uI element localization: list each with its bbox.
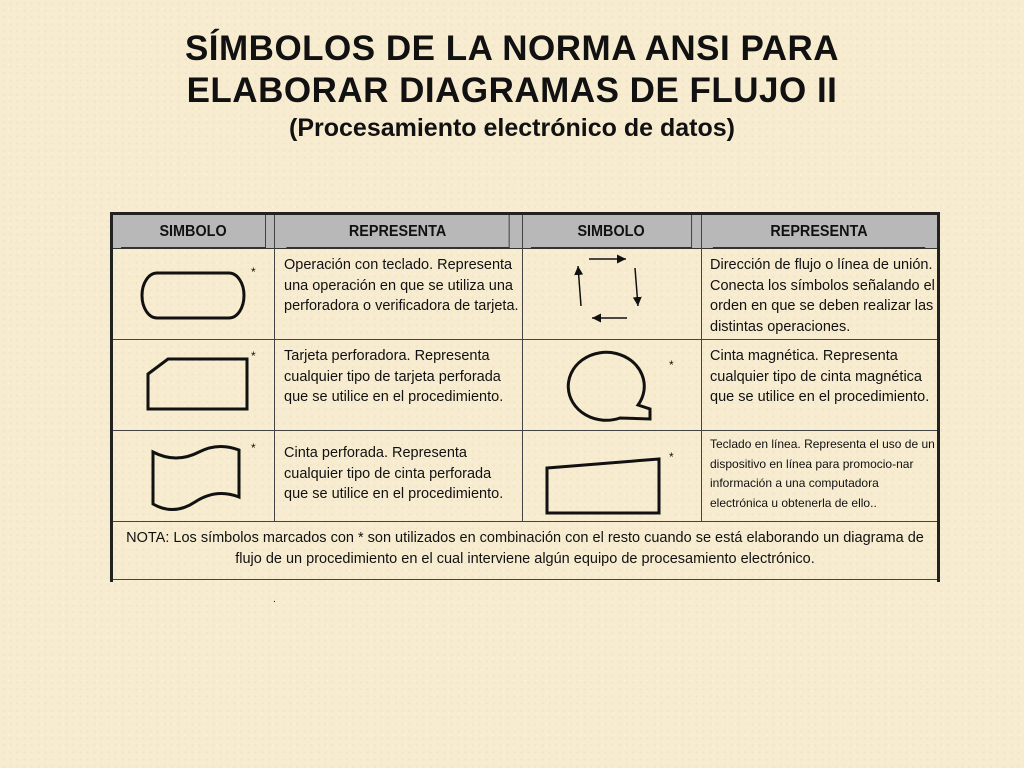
linea-flujo-icon [522, 248, 701, 339]
text-line: información a una computadora [710, 476, 879, 490]
header-simbolo-2: SIMBOLO [531, 215, 692, 248]
text-line: perforadora o verificadora de tarjeta. [284, 298, 519, 314]
text-line: orden en que se deben realizar las [710, 298, 934, 314]
asterisk-mark: * [251, 349, 256, 363]
text-line: Tarjeta perforadora. Representa [284, 348, 490, 364]
grid-line [274, 215, 275, 521]
note-line: NOTA: Los símbolos marcados con * son utilizados en combinación con el resto cuando se está elaborando un diagrama de [126, 530, 924, 546]
text-line: electrónica u obtenerla de ello.. [710, 495, 877, 510]
grid-line [701, 215, 702, 521]
text-line: Teclado en línea. Representa el uso de un [710, 437, 935, 451]
title-subtitle: (Procesamiento electrónico de datos) [289, 114, 735, 142]
header-representa-2: REPRESENTA [713, 215, 925, 248]
row2-left-description [284, 346, 503, 408]
slide-title [0, 28, 1024, 143]
grid-line [113, 579, 937, 580]
text-line: dispositivo en línea para promocio-nar [710, 456, 914, 471]
footer-mark: . [273, 594, 276, 605]
teclado-en-linea-icon [522, 430, 701, 521]
title-line-1: SÍMBOLOS DE LA NORMA ANSI PARA [184, 29, 840, 68]
text-line: Conecta los símbolos señalando el [710, 277, 935, 294]
row2-right-description [710, 346, 929, 408]
cinta-magnetica-icon [522, 339, 701, 430]
symbols-table [110, 212, 940, 582]
text-line: Cinta magnética. Representa [710, 348, 898, 364]
text-line: cualquier tipo de tarjeta perforada [284, 368, 501, 385]
text-line: Dirección de flujo o línea de unión. [710, 257, 933, 273]
grid-line [113, 521, 937, 522]
text-line: Cinta perforada. Representa [284, 445, 467, 461]
teclado-icon [113, 248, 274, 339]
row1-left-description [284, 255, 519, 317]
text-line: que se utilice en el procedimiento. [284, 486, 504, 502]
table-note [113, 528, 937, 570]
text-line: que se utilice en el procedimiento. [710, 389, 930, 405]
title-line-2: ELABORAR DIAGRAMAS DE FLUJO II [186, 71, 838, 110]
tarjeta-perforada-icon [113, 339, 274, 430]
row3-left-description [284, 443, 503, 505]
asterisk-mark: * [251, 265, 256, 279]
note-line: flujo de un procedimiento en el cual interviene algún equipo de procesamiento electrónico. [235, 551, 815, 567]
row1-right-description [710, 255, 935, 337]
asterisk-mark: * [251, 441, 256, 455]
text-line: una operación en que se utiliza una [284, 277, 513, 294]
text-line: cualquier tipo de cinta perforada [284, 465, 492, 482]
text-line: distintas operaciones. [710, 318, 851, 335]
text-line: cualquier tipo de cinta magnética [710, 368, 922, 385]
header-simbolo-1: SIMBOLO [121, 215, 266, 248]
header-representa-1: REPRESENTA [286, 215, 509, 248]
text-line: que se utilice en el procedimiento. [284, 389, 504, 405]
asterisk-mark: * [669, 450, 674, 464]
cinta-perforada-icon [113, 430, 274, 521]
asterisk-mark: * [669, 358, 674, 372]
text-line: Operación con teclado. Representa [284, 257, 513, 273]
row3-right-description [710, 435, 935, 513]
